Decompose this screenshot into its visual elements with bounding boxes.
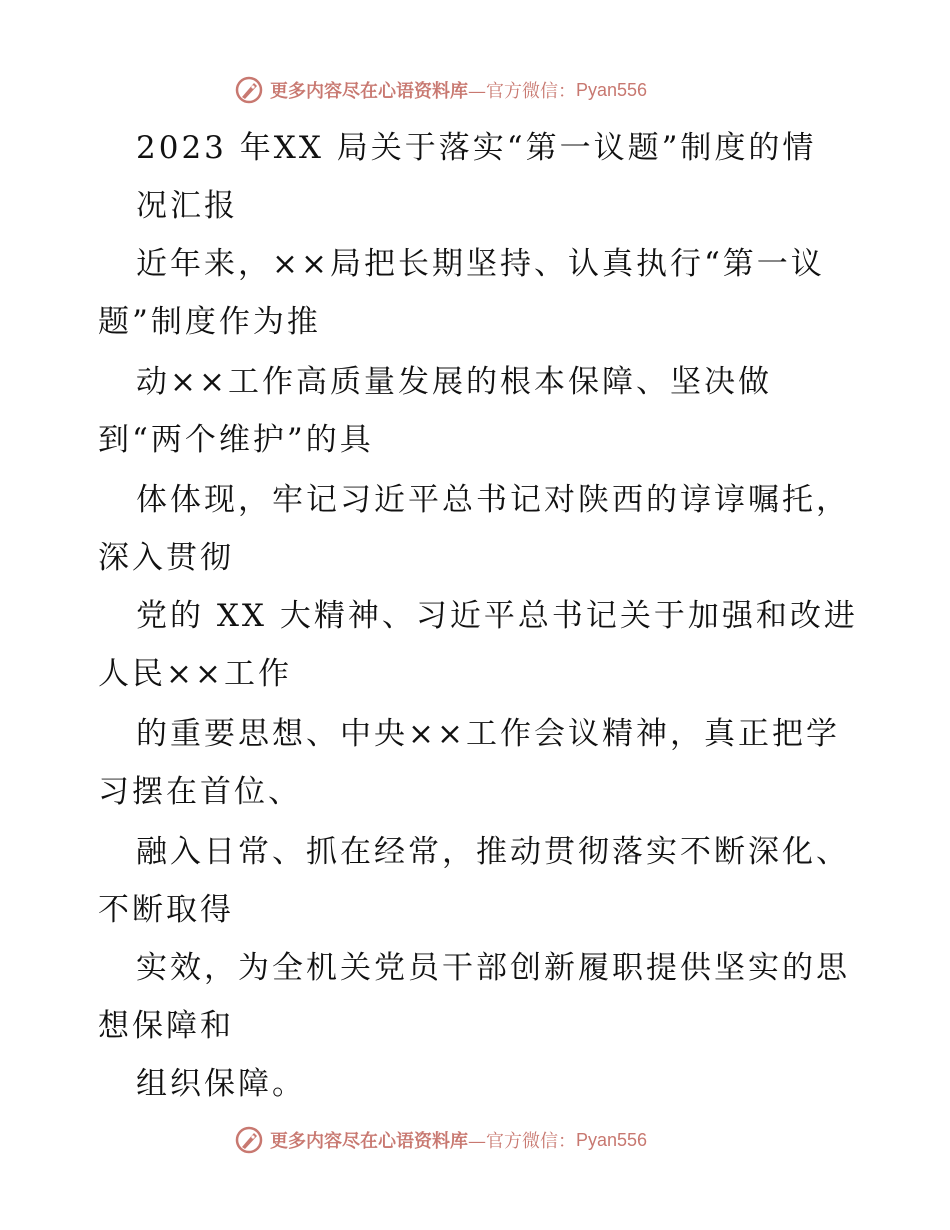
pen-nib-circle-logo-icon (234, 1125, 264, 1155)
banner-suffix: —官方微信： (468, 81, 576, 102)
banner-wechat-id: Pyan556 (576, 1129, 648, 1150)
document-title-line-1: 2023 年XX 局关于落实“第一议题”制度的情 (136, 130, 817, 166)
body-line: 到“两个维护”的具 (98, 422, 374, 458)
body-line: 人民××工作 (98, 656, 292, 692)
header-watermark-banner (234, 74, 714, 106)
body-line: 党的 XX 大精神、习近平总书记关于加强和改进 (136, 598, 858, 634)
body-line: 想保障和 (98, 1008, 234, 1044)
body-line: 近年来，××局把长期坚持、认真执行“第一议 (136, 246, 825, 282)
body-line: 题”制度作为推 (98, 304, 321, 340)
body-line: 深入贯彻 (98, 540, 234, 576)
body-line: 动××工作高质量发展的根本保障、坚决做 (136, 364, 772, 400)
document-title-line-2: 况汇报 (136, 188, 238, 224)
banner-text: 更多内容尽在心语资料库 (270, 81, 468, 102)
body-line: 组织保障。 (136, 1066, 306, 1102)
footer-watermark-banner (234, 1124, 714, 1156)
body-line: 体体现，牢记习近平总书记对陕西的谆谆嘱托， (136, 482, 850, 518)
body-line: 的重要思想、中央××工作会议精神，真正把学 (136, 716, 840, 752)
body-line: 融入日常、抓在经常，推动贯彻落实不断深化、 (136, 834, 850, 870)
banner-text: 更多内容尽在心语资料库 (270, 1131, 468, 1152)
body-line: 习摆在首位、 (98, 774, 302, 810)
banner-suffix: —官方微信： (468, 1131, 576, 1152)
pen-nib-circle-logo-icon (234, 75, 264, 105)
banner-wechat-id: Pyan556 (576, 79, 648, 100)
body-line: 不断取得 (98, 892, 234, 928)
body-line: 实效，为全机关党员干部创新履职提供坚实的思 (136, 950, 850, 986)
